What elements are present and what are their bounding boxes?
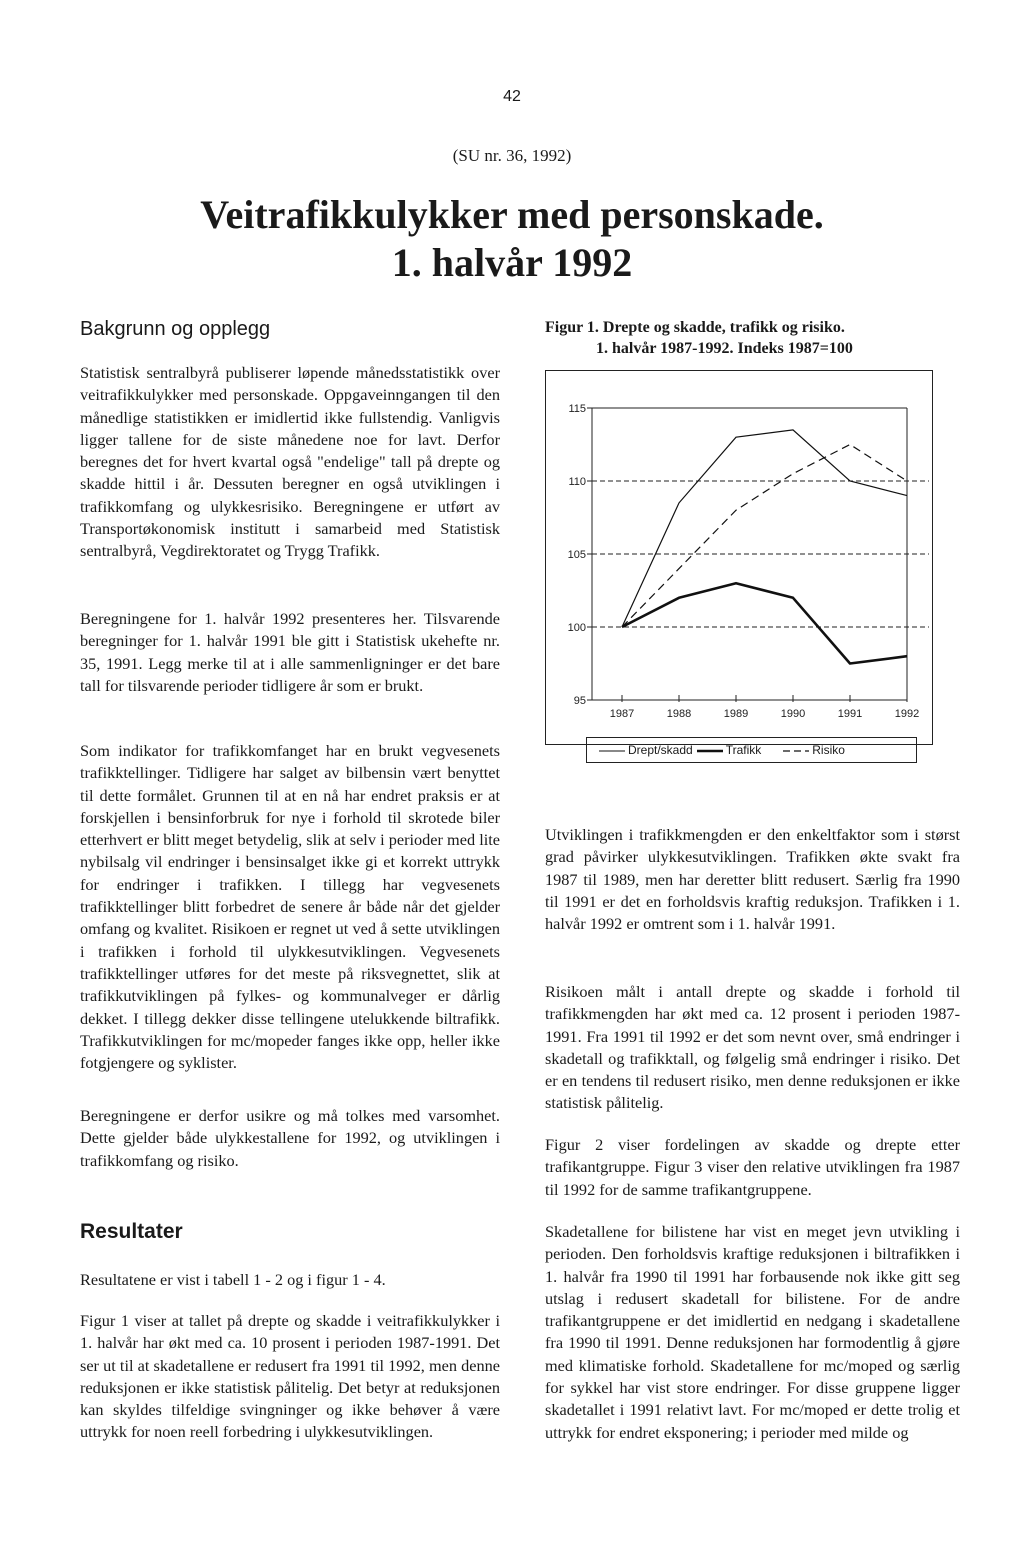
page-title-line2: 1. halvår 1992 bbox=[391, 240, 633, 285]
left-column-text-5 bbox=[80, 1269, 500, 1291]
page-number: 42 bbox=[503, 88, 521, 105]
paragraph: Beregningene er derfor usikre og må tolkes med varsomhet. Dette gjelder både ulykkestallene for 1992, og utviklingen i trafikkomfang og risiko. bbox=[80, 1106, 500, 1170]
left-column-text-4 bbox=[80, 1105, 500, 1172]
x-tick-label: 1987 bbox=[609, 708, 635, 720]
legend-label: Trafikk bbox=[725, 743, 762, 757]
x-tick-label: 1989 bbox=[723, 708, 749, 720]
series-line-trafikk bbox=[622, 583, 907, 663]
left-column-text-6 bbox=[80, 1310, 500, 1444]
legend-swatch bbox=[599, 748, 625, 754]
figure-1-chart bbox=[545, 370, 933, 745]
legend-item-risiko bbox=[783, 743, 845, 757]
publication-reference: (SU nr. 36, 1992) bbox=[452, 146, 572, 165]
figure-caption-line2: 1. halvår 1987-1992. Indeks 1987=100 bbox=[596, 340, 853, 357]
y-tick-label: 100 bbox=[567, 622, 586, 634]
series-line-risiko bbox=[622, 445, 907, 628]
legend-label: Drept/skadd bbox=[628, 743, 693, 757]
left-column-text-3 bbox=[80, 740, 500, 1074]
right-column-text-4 bbox=[545, 1221, 960, 1444]
legend-label: Risiko bbox=[812, 743, 845, 757]
section-heading-bakgrunn: Bakgrunn og opplegg bbox=[80, 318, 271, 340]
legend-swatch bbox=[783, 748, 809, 754]
paragraph: Statistisk sentralbyrå publiserer løpende månedsstatistikk over veitrafikkulykker med personskade. Oppgaveinngangen til den månedlige statistikken er imidlertid ikke fullstendig. Vanligvis ligger tallene for de siste månedene noe for lavt. Derfor beregnes det for hvert kvartal også "endelige" tall på drepte og skadde hittil i år. Dessuten beregner en også utviklingen i trafikkomfang og ulykkesrisiko. Beregningene er utført av Transportøkonomisk institutt i samarbeid med Statistisk sentralbyrå, Vegdirektoratet og Trygg Trafikk. bbox=[80, 363, 500, 561]
right-column-text-3 bbox=[545, 1134, 960, 1201]
page-title-line1: Veitrafikkulykker med personskade. bbox=[200, 192, 824, 237]
paragraph: Utviklingen i trafikkmengden er den enkeltfaktor som i størst grad påvirker ulykkesutviklingen. Trafikken økte svakt fra 1987 til 1989, men har deretter blitt redusert. Særlig fra 1990 til 1991 er det en forholdsvis kraftig reduksjon. Trafikken i 1. halvår 1992 er omtrent som i 1. halvår 1991. bbox=[545, 825, 960, 934]
left-column-text-1 bbox=[80, 362, 500, 563]
legend-item-trafikk bbox=[697, 743, 762, 757]
paragraph: Skadetallene for bilistene har vist en meget jevn utvikling i perioden. Den forholdsvis kraftige reduksjonen i biltrafikken i 1. halvår fra 1990 til 1991 har forbausende nok ikke gitt seg utslag i redusert skadetall for bilistene. For de andre trafikantgruppene er det imidlertid en nedgang i skadetallene fra 1990 til 1991. Denne reduksjonen har formodentlig å gjøre med klimatiske forhold. Skadetallene for mc/moped og særlig for sykkel har vist store endringer. For disse gruppene ligger skadetallet i 1991 relativt lavt. For mc/moped er dette trolig et uttrykk for endret eksponering; i perioder med milde og bbox=[545, 1222, 960, 1442]
x-tick-label: 1990 bbox=[780, 708, 806, 720]
paragraph: Resultatene er vist i tabell 1 - 2 og i figur 1 - 4. bbox=[80, 1270, 386, 1289]
y-tick-label: 115 bbox=[568, 403, 586, 415]
section-heading-resultater: Resultater bbox=[80, 1220, 183, 1243]
paragraph: Figur 1 viser at tallet på drepte og skadde i veitrafikkulykker i 1. halvår har økt med ca. 10 prosent i perioden 1987-1991. Det ser ut til at skadetallene er redusert fra 1991 til 1992, men denne reduksjonen er ikke statistisk pålitelig. Det betyr at reduksjonen kan skyldes tilfeldige svingninger og ikke behøver å være uttrykk for noen reell forbedring i ulykkesutviklingen. bbox=[80, 1311, 500, 1442]
paragraph: Beregningene for 1. halvår 1992 presenteres her. Tilsvarende beregninger for 1. halvår 1991 ble gitt i Statistisk ukehefte nr. 35, 1991. Legg merke til at i alle sammenligninger er det bare tall for tilsvarende perioder tidligere år som er brukt. bbox=[80, 609, 500, 695]
legend-item-drept-skadd bbox=[599, 743, 693, 757]
paragraph: Som indikator for trafikkomfanget har en brukt vegvesenets trafikktellinger. Tidligere har salget av bilbensin vært benyttet til dette formålet. Grunnen til at en nå har endret praksis er at forskjellen i bensinforbruk for nye i forhold til skrotede biler etterhvert er blitt meget betydelig, slik at selv i perioder med lite nybilsalg vil endringer i bensinsalget ikke gi et korrekt uttrykk for endringer i trafikken. I tillegg har vegvesenets trafikktellinger blitt forbedret de senere år både når det gjelder omfang og kvalitet. Risikoen er regnet ut ved å sette utviklingen i trafikken i forhold til ulykkesutviklingen. Vegvesenets trafikktellinger utføres for det meste på riksvegnettet, slik at trafikkutviklingen på fylkes- og kommunalveger er dårlig dekket. I tillegg dekker disse tellingene utelukkende biltrafikk. Trafikkutviklingen for mc/mopeder fanges ikke opp, heller ikke fotgjengere og syklister. bbox=[80, 741, 500, 1073]
y-tick-label: 105 bbox=[567, 549, 586, 561]
x-tick-label: 1992 bbox=[894, 708, 920, 720]
figure-caption-line1: Figur 1. Drepte og skadde, trafikk og risiko. bbox=[545, 319, 845, 336]
chart-legend bbox=[586, 737, 917, 763]
x-tick-label: 1988 bbox=[666, 708, 692, 720]
y-tick-label: 95 bbox=[573, 695, 586, 707]
series-line-drept-skadd bbox=[622, 430, 907, 627]
x-tick-label: 1991 bbox=[837, 708, 863, 720]
right-column-text-2 bbox=[545, 981, 960, 1115]
paragraph: Risikoen målt i antall drepte og skadde i forhold til trafikkmengden har økt med ca. 12 prosent i perioden 1987-1991. Fra 1991 til 1992 er det som nevnt over, små endringer i skadetall og trafikktall, og følgelig små endringer i risiko. Det er en tendens til redusert risiko, men denne reduksjonen er ikke statistisk pålitelig. bbox=[545, 982, 960, 1113]
right-column-text-1 bbox=[545, 824, 960, 935]
chart-frame bbox=[546, 371, 933, 745]
paragraph: Figur 2 viser fordelingen av skadde og drepte etter trafikantgruppe. Figur 3 viser den relative utviklingen fra 1987 til 1992 for de samme trafikantgruppene. bbox=[545, 1135, 960, 1199]
left-column-text-2 bbox=[80, 608, 500, 697]
y-tick-label: 110 bbox=[568, 476, 586, 488]
legend-swatch bbox=[697, 748, 723, 754]
